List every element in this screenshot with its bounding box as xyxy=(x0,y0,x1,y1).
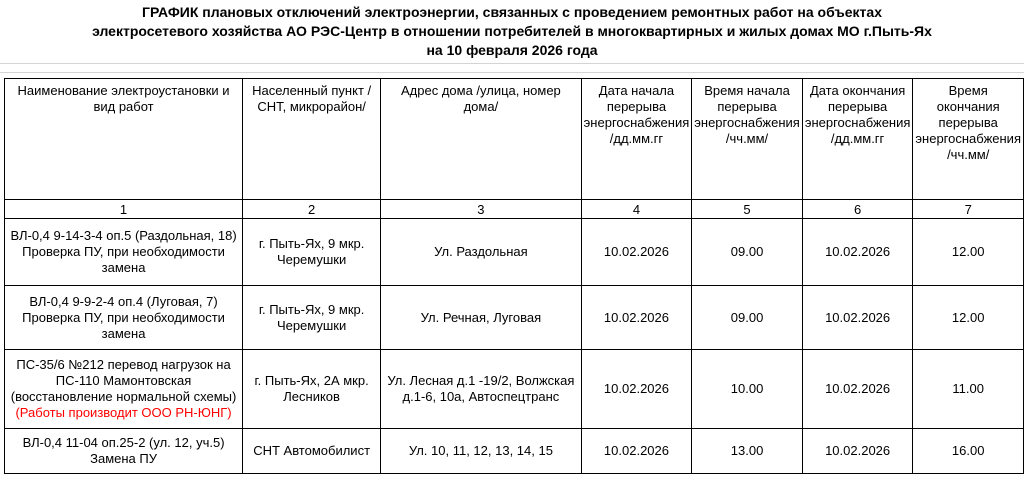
table-row xyxy=(5,286,1024,350)
cell-start-date: 10.02.2026 xyxy=(581,429,692,474)
cell-work: ВЛ-0,4 9-14-3-4 оп.5 (Раздольная, 18) Проверка ПУ, при необходимости замена xyxy=(5,219,243,286)
cell-end-time: 12.00 xyxy=(913,219,1024,286)
header-start-time: Время начала перерыва энергоснабжения /чч.мм/ xyxy=(692,79,803,200)
column-number: 5 xyxy=(692,200,803,219)
cell-start-time: 09.00 xyxy=(692,286,803,350)
cell-address: Ул. 10, 11, 12, 13, 14, 15 xyxy=(381,429,582,474)
table-row xyxy=(5,429,1024,474)
column-number: 7 xyxy=(913,200,1024,219)
column-number: 4 xyxy=(581,200,692,219)
header-address: Адрес дома /улица, номер дома/ xyxy=(381,79,582,200)
table-header-row xyxy=(5,79,1024,200)
header-end-time: Время окончания перерыва энергоснабжения /чч.мм/ xyxy=(913,79,1024,200)
cell-locality: г. Пыть-Ях, 9 мкр. Черемушки xyxy=(243,286,381,350)
cell-end-date: 10.02.2026 xyxy=(802,219,913,286)
header-start-date: Дата начала перерыва энергоснабжения /дд.мм.гг xyxy=(581,79,692,200)
cell-locality: г. Пыть-Ях, 2А мкр. Лесников xyxy=(243,350,381,429)
header-end-date: Дата окончания перерыва энергоснабжения /дд.мм.гг xyxy=(802,79,913,200)
contractor-note: (Работы производит ООО РН-ЮНГ) xyxy=(15,405,232,420)
cell-end-time: 16.00 xyxy=(913,429,1024,474)
table-row xyxy=(5,350,1024,429)
cell-start-time: 10.00 xyxy=(692,350,803,429)
cell-end-date: 10.02.2026 xyxy=(802,286,913,350)
cell-start-time: 09.00 xyxy=(692,219,803,286)
cell-work-text: ПС-35/6 №212 перевод нагрузок на ПС-110 Мамонтовская (восстановление нормальной схемы) xyxy=(10,357,237,404)
cell-start-date: 10.02.2026 xyxy=(581,286,692,350)
cell-work: ВЛ-0,4 11-04 оп.25-2 (ул. 12, уч.5) Замена ПУ xyxy=(5,429,243,474)
title-line-2: электросетевого хозяйства АО РЭС-Центр в отношении потребителей в многоквартирных и жилых домах МО г.Пыть-Ях xyxy=(92,23,932,39)
cell-start-date: 10.02.2026 xyxy=(581,219,692,286)
column-number: 1 xyxy=(5,200,243,219)
cell-locality: г. Пыть-Ях, 9 мкр. Черемушки xyxy=(243,219,381,286)
cell-locality: СНТ Автомобилист xyxy=(243,429,381,474)
column-number: 3 xyxy=(381,200,582,219)
cell-address: Ул. Лесная д.1 -19/2, Волжская д.1-6, 10а, Автоспецтранс xyxy=(381,350,582,429)
cell-start-date: 10.02.2026 xyxy=(581,350,692,429)
header-work: Наименование электроустановки и вид работ xyxy=(5,79,243,200)
cell-work xyxy=(5,350,243,429)
column-number-row xyxy=(5,200,1024,219)
cell-address: Ул. Раздольная xyxy=(381,219,582,286)
column-number: 2 xyxy=(243,200,381,219)
cell-end-time: 12.00 xyxy=(913,286,1024,350)
cell-work: ВЛ-0,4 9-9-2-4 оп.4 (Луговая, 7) Проверка ПУ, при необходимости замена xyxy=(5,286,243,350)
title-line-1: ГРАФИК плановых отключений электроэнергии, связанных с проведением ремонтных работ на объектах xyxy=(142,4,882,20)
cell-end-date: 10.02.2026 xyxy=(802,429,913,474)
cell-end-date: 10.02.2026 xyxy=(802,350,913,429)
cell-address: Ул. Речная, Луговая xyxy=(381,286,582,350)
grid-divider xyxy=(0,72,1024,73)
outage-schedule-table xyxy=(4,78,1024,474)
cell-start-time: 13.00 xyxy=(692,429,803,474)
title-line-3: на 10 февраля 2026 года xyxy=(426,42,598,58)
table-row xyxy=(5,219,1024,286)
header-locality: Населенный пункт /СНТ, микрорайон/ xyxy=(243,79,381,200)
column-number: 6 xyxy=(802,200,913,219)
document-title xyxy=(0,0,1024,64)
cell-end-time: 11.00 xyxy=(913,350,1024,429)
